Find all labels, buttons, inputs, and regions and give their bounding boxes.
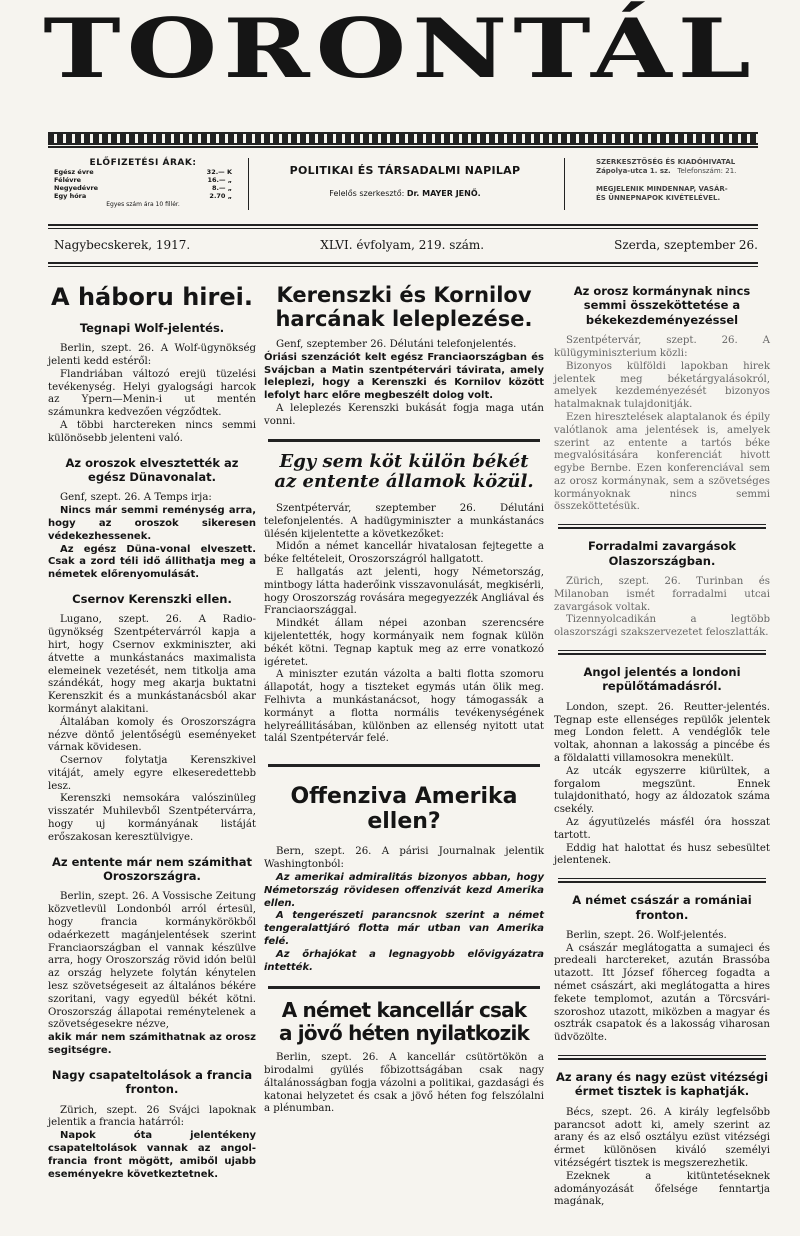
- paragraph: Genf, szeptember 26. Délutáni telefonjelentés.: [276, 339, 517, 351]
- price-row: Egy hóra 2.70 „: [54, 192, 232, 200]
- paragraph: Genf, szept. 26. A Temps irja:: [60, 492, 212, 504]
- section-title: Tegnapi Wolf-jelentés.: [79, 320, 225, 335]
- paragraph: Ezen hiresztelések alaptalanok és épily valótlanok ama jelentések is, amelyek szerint az entente a tartós béke megvalósitására konferenciát hivott egybe Bernbe. Ezen konferenciával sem az orosz kormánynak, sem a szövetséges kormányoknak nincs semmi összeköttetésük.: [554, 411, 770, 513]
- paragraph: Berlin, szept. 26. A kancellár csütörtökön a birodalmi gyülés főbizottságában csak nagy általánosságban fogja vázolni a politikai, gazdasági és katonai helyzetet és csak a jövő héten fog felszólalni a plénumban.: [264, 1052, 544, 1115]
- paragraph: Zürich, szept. 26. Turinban és Milanoban ismét forradalmi utcai zavargások voltak.: [554, 576, 770, 613]
- paragraph: A leleplezés Kerenszki bukását fogja maga után vonni.: [264, 403, 544, 427]
- paragraph: Az amerikai admiralitás bizonyos abban, hogy Németország rövidesen offenzivát kezd Amerika ellen.: [264, 871, 544, 909]
- paragraph: Az őrhajókat a legnagyobb elővigyázatra intették.: [264, 948, 544, 973]
- paragraph: A tengerészeti parancsnok szerint a német tengeralattjáró flotta már utban van Amerika felé.: [264, 910, 544, 947]
- section-title: Az oroszok elvesztették az egész Dünavonalat.: [65, 455, 239, 484]
- paragraph: Bizonyos külföldi lapokban hirek jelentek meg béketárgyalásokról, amelyek kezdeményezését bizonyos hatalmaknak tulajdonitják.: [554, 360, 770, 411]
- column-1: [48, 278, 256, 1181]
- paragraph: Ezeknek a kitüntetéseknek adományozását őfelsége fenntartja magának,: [554, 1170, 770, 1208]
- dateline: [54, 238, 758, 252]
- rule: [48, 228, 758, 229]
- section-title: Az entente már nem számithat Oroszországra.: [52, 854, 252, 884]
- header-divider: [248, 158, 249, 210]
- paragraph: Midőn a német kancellár hivatalosan fejtegette a béke feltételeit, Oroszországról hallgatott.: [264, 541, 544, 566]
- paragraph: Általában komoly és Oroszországra nézve döntő jelentőségü eseményeket várnak kövidesen.: [48, 716, 256, 754]
- paragraph: Az ágyutüzelés másfél óra hosszat tartott.: [554, 816, 770, 841]
- ornamental-rule-under: [48, 146, 758, 151]
- separator: [268, 764, 540, 767]
- headline: Offenziva Amerika ellen?: [290, 784, 518, 834]
- paragraph: Bécs, szept. 26. A király legfelsőbb parancsot adott ki, amely szerint az arany és az első osztályu ezüst vitézségi érmet különösen kiváló személyi vitézségért tisztek is megszerezhetik.: [554, 1106, 770, 1169]
- paragraph: Berlin, szept. 26. A Vossische Zeitung közvetlevül Londonból arról értesül, hogy francia kormánykörökből odaérkezett magánjelentések szerint Franciaországban el vannak készülve arra, hogy Oroszország rövid idón belül az ország helyzete folytán kénytelen lesz szövetségeseit az általános békére szoritani, vagy egyedül békét kötni. Oroszország állapotai reménytelenek a szövetségesekre nézve,: [48, 891, 256, 1031]
- ornamental-rule-top: [48, 132, 758, 145]
- issue-number: XLVI. évfolyam, 219. szám.: [320, 238, 485, 252]
- paragraph: Berlin, szept. 26. Wolf-jelentés.: [566, 929, 727, 941]
- paragraph: Tizennyolcadikán a legtöbb olaszországi szakszervezetet feloszlatták.: [554, 614, 770, 639]
- rule: [48, 224, 758, 226]
- paragraph: Lugano, szept. 26. A Radio-ügynökség Szentpétervárról kapja a hirt, hogy Csernov exkminiszter, aki átvette a munkástanács maximalista elemeinek vezetését, nem titkolja ama szándékát, hogy meg akarja buktatni Kerenszkit és a munkástanácsból akar kormányt alakitani.: [48, 614, 256, 715]
- headline: Kerenszki és Kornilov harcának leleplezése.: [275, 283, 533, 331]
- paragraph: Óriási szenzációt kelt egész Franciaországban és Svájcban a Matin szentpétervári táviratа, amely leleplezi, hogy a Kerenszki és Kornilov között lefolyt harc előre megbeszélt dolog volt.: [264, 351, 544, 402]
- section-title: Forradalmi zavargások Olaszországban.: [587, 539, 737, 568]
- header-center: [255, 164, 555, 198]
- column-3: [554, 278, 770, 1209]
- newspaper-title: TORONTÁL: [43, 0, 757, 97]
- schedule-line: MEGJELENIK MINDENNAP, VASÁR-: [596, 185, 728, 193]
- paragraph: Flandriában változó erejü tüzelési tevékenység. Helyi gyalogsági harcok az Ypern—Menin-i ut mentén számunkra kedvezően végződtek.: [48, 368, 256, 419]
- section-title: A német császár a romániai fronton.: [572, 893, 752, 922]
- separator: [268, 439, 540, 442]
- paragraph: Szentpétervár, szeptember 26. Délutáni telefonjelentés. A hadügyminiszter a munkástanács ülésén kijelentette a következőket:: [264, 502, 544, 540]
- office-box: [596, 158, 766, 203]
- paragraph: Nincs már semmi reménység arra, hogy az oroszok sikeresen védekezhessenek.: [48, 505, 256, 542]
- separator: [558, 1055, 766, 1060]
- single-copy-price: Egyes szám ára 10 fillér.: [106, 201, 180, 208]
- header-divider: [564, 158, 565, 210]
- rule: [48, 262, 758, 264]
- paragraph: Csernov folytatja Kerenszkivel vitáját, amely egyre elkeseredettebb lesz.: [48, 755, 256, 792]
- separator: [268, 986, 540, 989]
- headline: A német kancellár csak a jövő héten nyilatkozik: [278, 998, 530, 1045]
- section-title: Az arany és nagy ezüst vitézségi érmet tisztek is kaphatják.: [555, 1070, 769, 1099]
- paragraph: Az egész Düna-vonal elveszett. Csak a zord téli idő állithatja meg a németek előrenyomulását.: [48, 543, 256, 581]
- column-2: [264, 278, 544, 1116]
- editor-line: Felelős szerkesztő: Dr. MAYER JENŐ.: [329, 189, 481, 198]
- paragraph: Mindkét állam népei azonban szerencsére kijelentették, hogy kormányaik nem fognak külön békét kötni. Tegnap kaptuk meg az erre vonatkozó igéretet.: [264, 618, 544, 668]
- paragraph: akik már nem számithatnak az orosz segitségre.: [48, 1032, 256, 1056]
- paragraph: Az utcák egyszerre kiürültek, a forgalom megszünt. Ennek tulajdonitható, hogy az áldozatok száma csekély.: [554, 765, 770, 816]
- section-title: Csernov Kerenszki ellen.: [72, 591, 232, 606]
- paragraph: Kerenszki nemsokára valószinüleg visszatér Muhilevből Szentpétervárra, hogy uj kormányának listáját erőszakosan keresztülvigye.: [48, 793, 256, 843]
- paragraph: E hallgatás azt jelenti, hogy Németország, mintbogy látta haderőink visszavonulását, megkisérli, hogy Oroszország rovására megegyezzék Angliával és Franciaországgal.: [264, 566, 544, 617]
- subscription-box: [48, 158, 238, 208]
- section-title: Angol jelentés a londoni repülőtámadásról.: [583, 665, 741, 694]
- price-row: Negyedévre 8.— „: [54, 184, 232, 192]
- paragraph: Eddig hat halottat és husz sebesültet jelentenek.: [554, 842, 770, 867]
- paragraph: Napok óta jelentékeny csapateltolások vannak az angol-francia front mögött, amiből ujabb eseményekre következtetnek.: [48, 1130, 256, 1180]
- price-row: Egész évre 32.— K: [54, 168, 232, 176]
- paragraph: Bern, szept. 26. A párisi Journalnak jelentik Washingtonból:: [264, 846, 544, 871]
- paragraph: A császár meglátogatta a sumajeci és predeali harctereket, azután Brassóba utazott. Itt József főherceg fogadta a német császárt, aki meglátogatta a hires fekete templomot, azután a Törcsvári-szoroshoz utazott, miközben a magyar és osztrák csapatok és a lakosság viharosan üdvözölte.: [554, 942, 770, 1044]
- headline: Egy sem köt külön békét az entente államok közül.: [274, 450, 534, 493]
- masthead: [40, 2, 760, 132]
- subscription-label: ELŐFIZETÉSI ÁRAK:: [89, 158, 197, 168]
- paragraph: Szentpétervár, szept. 26. A külügyminiszterium közli:: [554, 335, 770, 359]
- price-row: Félévre 16.— „: [54, 176, 232, 184]
- paragraph: A miniszter ezután vázolta a balti flotta szomoru állapotát, hogy a tiszteket egymás után ölik meg. Felhivta a munkástanácsot, hogy támogassák a kormányt a flotta normális tevékenységének helyreállitásában, különben az ellenség nyitott utat talál Szentpétervár felé.: [264, 669, 544, 745]
- tagline: POLITIKAI ÉS TÁRSADALMI NAPILAP: [289, 164, 521, 177]
- separator: [558, 524, 766, 529]
- paragraph: A többi harctereken nincs semmi különösebb jelenteni való.: [48, 420, 256, 444]
- rule: [48, 266, 758, 267]
- issue-date: Szerda, szeptember 26.: [614, 238, 758, 252]
- office-line: SZERKESZTŐSÉG ÉS KIADÓHIVATAL: [596, 158, 736, 166]
- paragraph: Zürich, szept. 26 Svájci lapoknak jelentik a francia határról:: [48, 1104, 256, 1129]
- place-year: Nagybecskerek, 1917.: [54, 238, 191, 252]
- section-title: Az orosz kormánynak nincs semmi összeköttetése a békekezdeményezéssel: [573, 284, 751, 327]
- paragraph: Berlin, szept. 26. A Wolf-ügynökség jelenti kedd estéről:: [48, 343, 256, 368]
- address-line: Zápolya-utca 1. sz. Telefonszám: 21.: [596, 167, 737, 175]
- paragraph: London, szept. 26. Reutter-jelentés. Tegnap este ellenséges repülők jelentek meg London felett. A vendéglők tele voltak, ahonnan a lakosság a pincébe és a földalatti villamosokra menekült.: [554, 701, 770, 764]
- headline: A háboru hirei.: [51, 283, 253, 311]
- schedule-line: ÉS ÜNNEPNAPOK KIVÉTELÉVEL.: [596, 194, 721, 202]
- section-title: Nagy csapateltolások a francia fronton.: [51, 1067, 253, 1097]
- separator: [558, 878, 766, 883]
- separator: [558, 650, 766, 655]
